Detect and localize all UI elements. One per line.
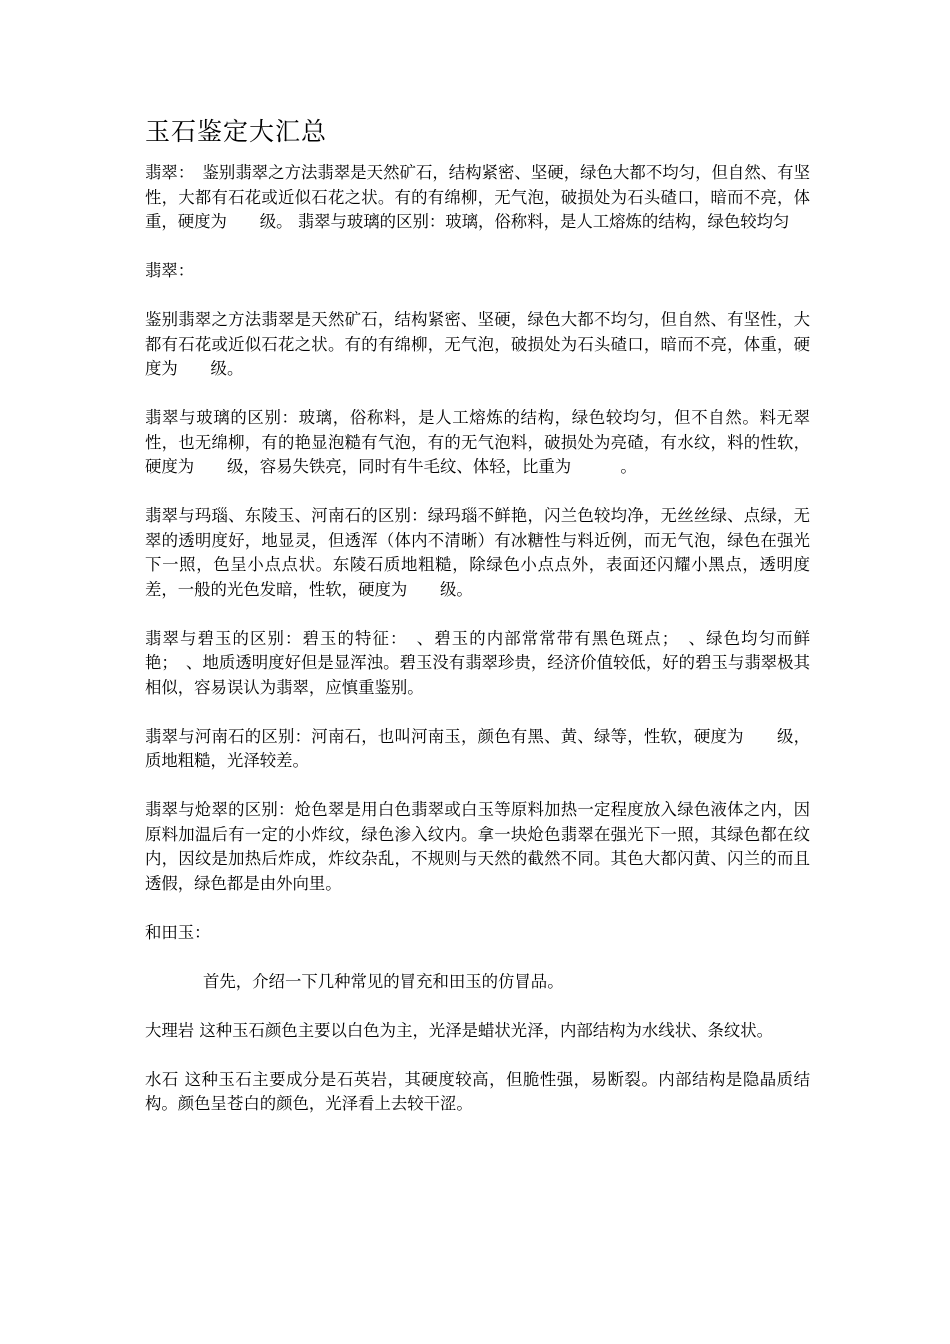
paragraph-feicui-vs-glass: 翡翠与玻璃的区别：玻璃，俗称料，是人工熔炼的结构，绿色较均匀，但不自然。料无翠性，也无绵柳，有的艳显泡糙有气泡，有的无气泡料，破损处为亮碴，有水纹，料的性软，硬度为 级，容易失铁亮，同时有牛毛纹、体轻，比重为 。 [145, 408, 810, 476]
paragraph-feicui-intro: 翡翠： 鉴别翡翠之方法翡翠是天然矿石，结构紧密、坚硬，绿色大都不均匀，但自然、有坚性，大都有石花或近似石花之状。有的有绵柳，无气泡，破损处为石头碴口，暗而不亮，体重，硬度为 级。 翡翠与玻璃的区别：玻璃，俗称料，是人工熔炼的结构，绿色较均匀 [145, 163, 810, 231]
paragraph-feicui-vs-jasper: 翡翠与碧玉的区别：碧玉的特征： 、碧玉的内部常常带有黑色斑点； 、绿色均匀而鲜艳； 、地质透明度好但是显浑浊。碧玉没有翡翠珍贵，经济价值较低，好的碧玉与翡翠极其相似，容易误认为翡翠，应慎重鉴别。 [145, 628, 810, 697]
paragraph-hetian-intro: 首先，介绍一下几种常见的冒充和田玉的仿冒品。 [203, 971, 564, 991]
paragraph-feicui-vs-agate: 翡翠与玛瑙、东陵玉、河南石的区别：绿玛瑙不鲜艳，闪兰色较均净，无丝丝绿、点绿，无翠的透明度好，地显灵，但透浑（体内不清晰）有冰糖性与料近例，而无气泡，绿色在强光下一照，色呈小点点状。东陵石质地粗糙，除绿色小点点外，表面还闪耀小黑点，透明度差，一般的光色发暗，性软，硬度为 级。 [145, 506, 810, 599]
paragraph-feicui-identification: 鉴别翡翠之方法翡翠是天然矿石，结构紧密、坚硬，绿色大都不均匀，但自然、有坚性，大都有石花或近似石花之状。有的有绵柳，无气泡，破损处为石头碴口，暗而不亮，体重，硬度为 级。 [145, 310, 810, 378]
paragraph-feicui-vs-dyed: 翡翠与炝翠的区别：炝色翠是用白色翡翠或白玉等原料加热一定程度放入绿色液体之内，因原料加温后有一定的小炸纹，绿色渗入纹内。拿一块炝色翡翠在强光下一照，其绿色都在纹内，因纹是加热后炸成，炸纹杂乱，不规则与天然的截然不同。其色大都闪黄、闪兰的而且透假，绿色都是由外向里。 [145, 800, 810, 893]
paragraph-feicui-vs-henan-stone: 翡翠与河南石的区别：河南石，也叫河南玉，颜色有黑、黄、绿等，性软，硬度为 级，质地粗糙，光泽较差。 [145, 726, 810, 770]
document-page [145, 112, 810, 1141]
paragraph-feicui-heading: 翡翠： [145, 261, 195, 280]
document-title: 玉石鉴定大汇总 [145, 117, 328, 146]
paragraph-marble: 大理岩 这种玉石颜色主要以白色为主，光泽是蜡状光泽，内部结构为水线状、条纹状。 [145, 1020, 774, 1040]
paragraph-water-stone: 水石 这种玉石主要成分是石英岩，其硬度较高，但脆性强，易断裂。内部结构是隐晶质结构。颜色呈苍白的颜色，光泽看上去较干涩。 [145, 1069, 810, 1113]
paragraph-hetian-heading: 和田玉： [145, 922, 211, 942]
